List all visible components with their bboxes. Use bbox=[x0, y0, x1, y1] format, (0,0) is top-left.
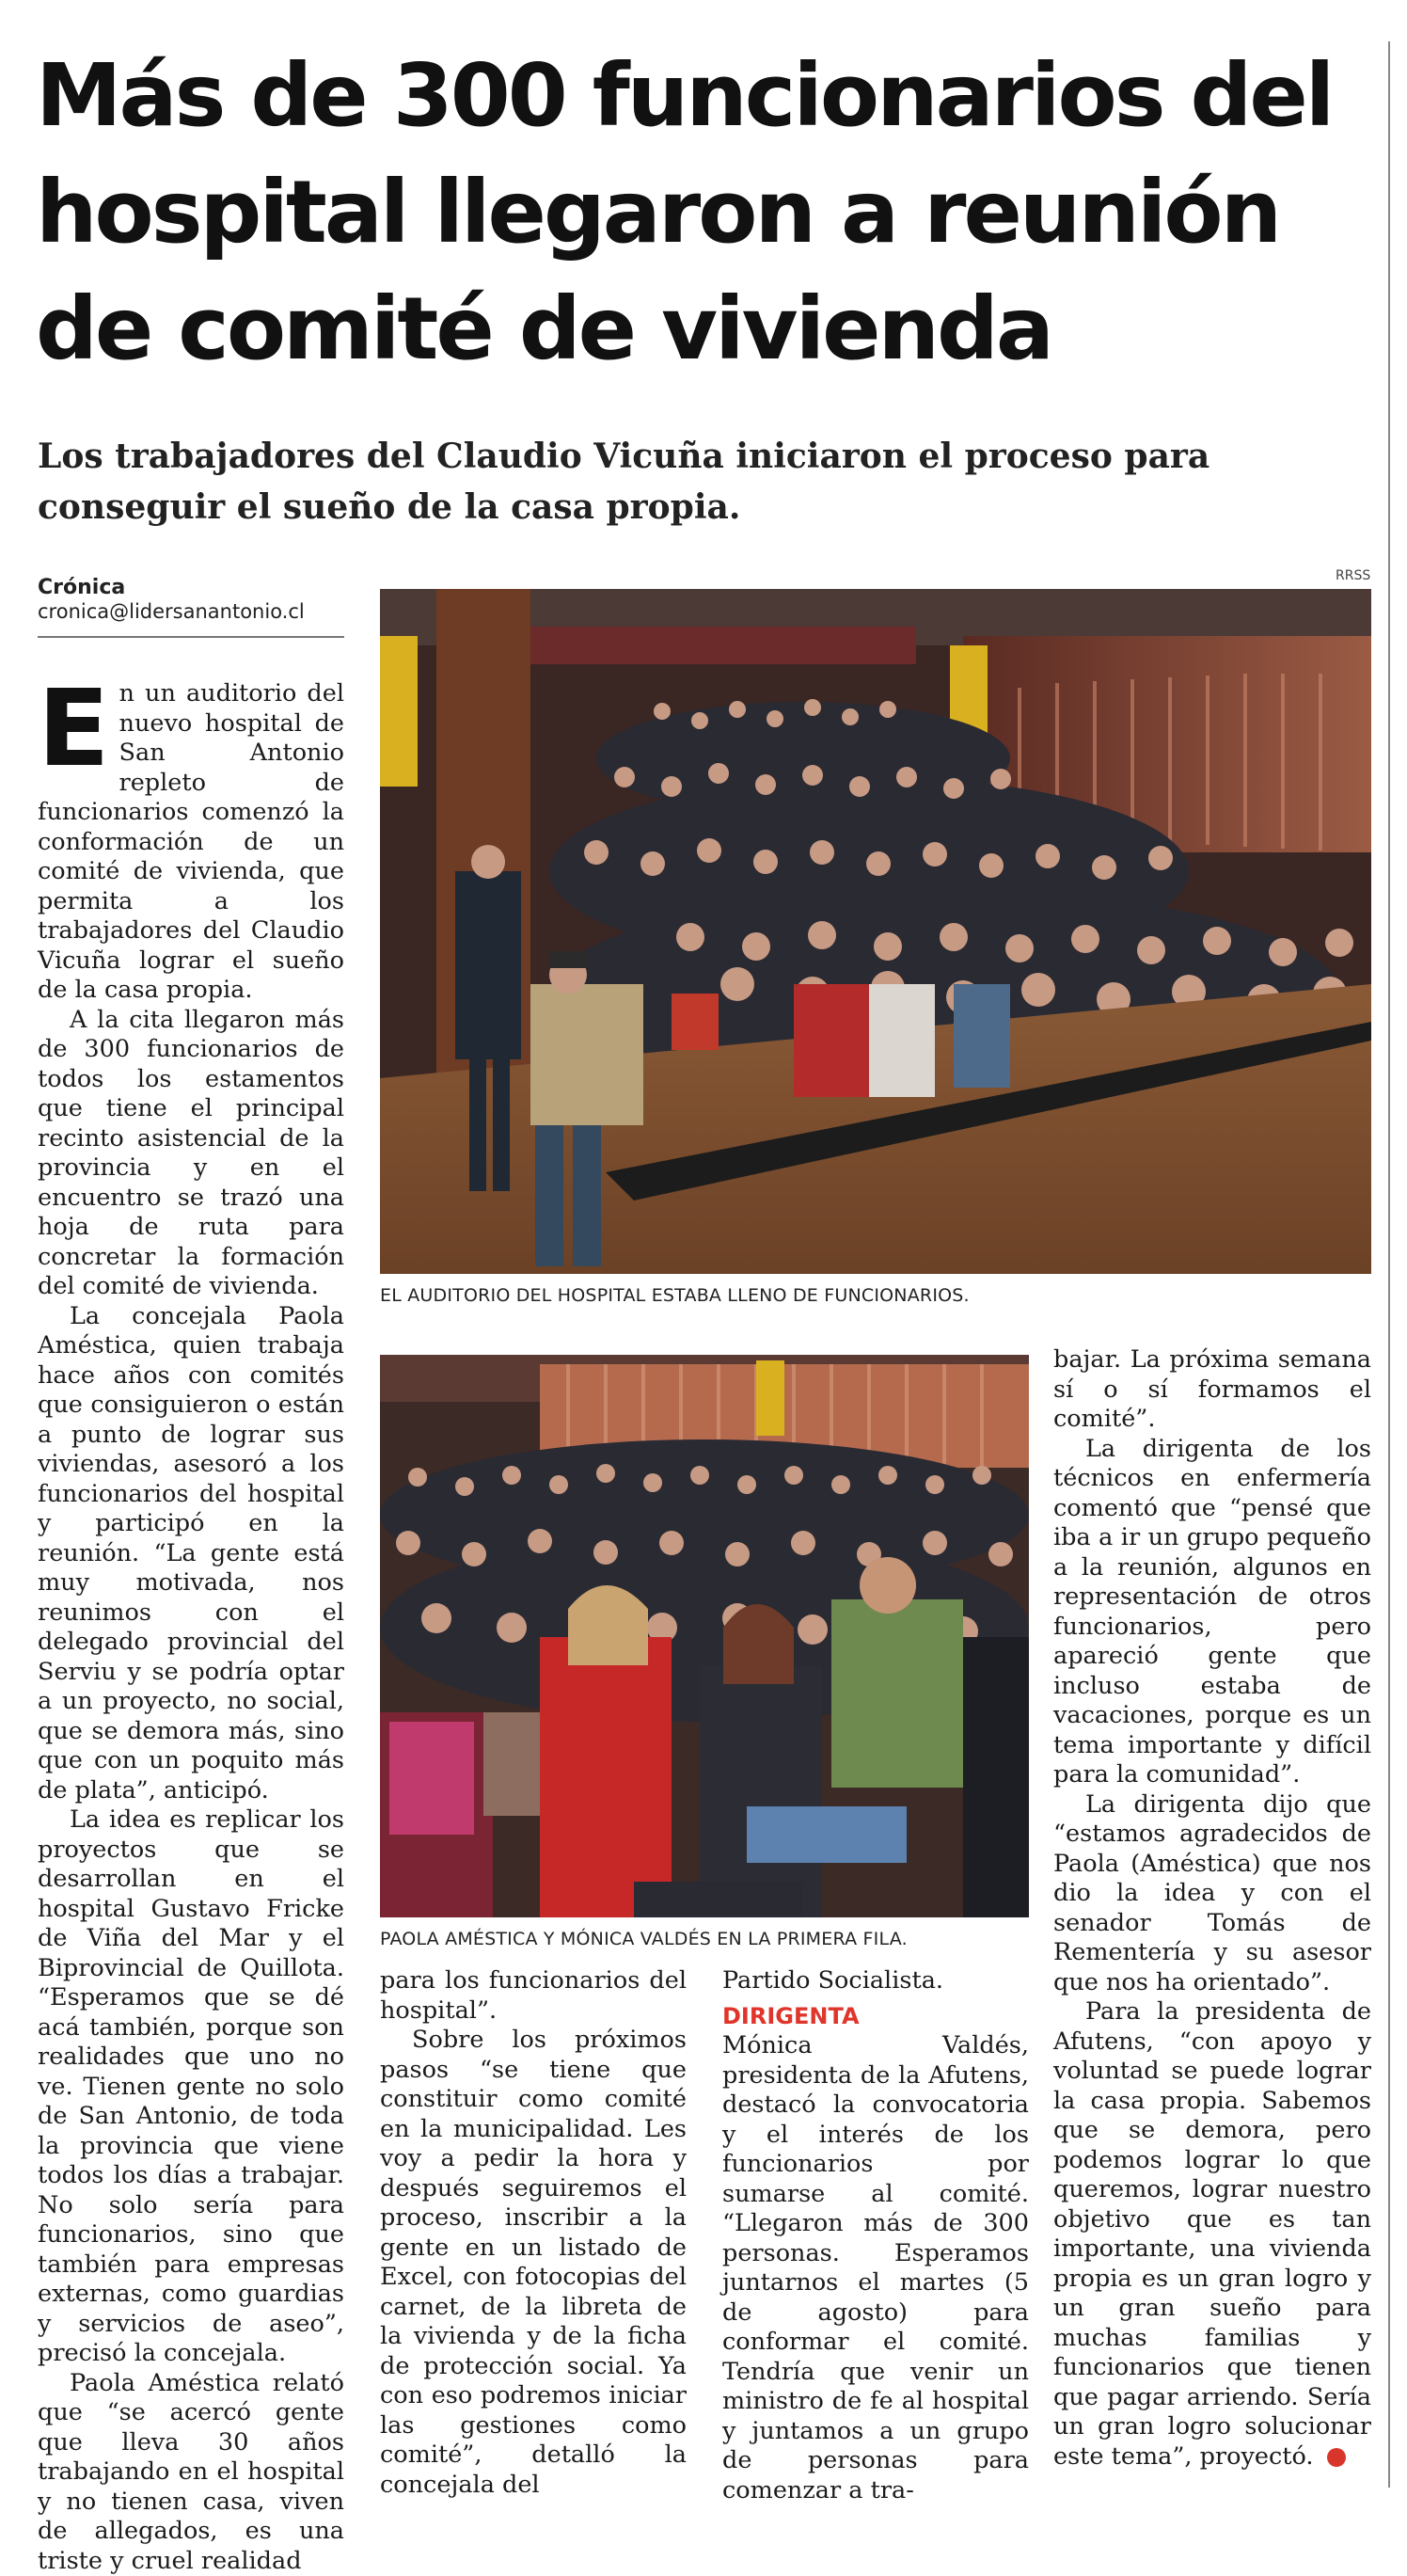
photo-front-row bbox=[380, 1355, 1029, 1917]
paragraph: La dirigenta dijo que “estamos agradecidos de Paola (Améstica) que nos dio la idea y con el senador Tomás de Rementería y su asesor que nos ha orientado”. bbox=[1053, 1790, 1371, 1998]
column-divider bbox=[1388, 41, 1390, 2488]
subheadline: Los trabajadores del Claudio Vicuña iniciaron el proceso para conseguir el sueño de la casa propia. bbox=[38, 431, 1373, 533]
column-1 bbox=[38, 679, 344, 2576]
paragraph: Mónica Valdés, presidenta de la Afutens, destacó la convocatoria y el interés de los funcionarios por sumarse al comité. “Llegaron más de 300 personas. Esperamos juntarnos el martes (5 de agosto) para conformar el comité. Tendría que venir un ministro de fe al hospital y juntamos a un grupo de personas para comenzar a tra- bbox=[722, 2031, 1029, 2505]
photo-auditorium bbox=[380, 589, 1371, 1274]
paragraph: Partido Socialista. bbox=[722, 1966, 1029, 1996]
caption-auditorium: EL AUDITORIO DEL HOSPITAL ESTABA LLENO DE FUNCIONARIOS. bbox=[380, 1285, 970, 1306]
paragraph: para los funcionarios del hospital”. bbox=[380, 1966, 687, 2026]
photo-credit: RRSS bbox=[1336, 568, 1370, 583]
paragraph: bajar. La próxima semana sí o sí formamos el comité”. bbox=[1053, 1345, 1371, 1435]
byline-divider bbox=[38, 636, 344, 638]
paragraph: La concejala Paola Améstica, quien trabaja hace años con comités que consiguieron o están a punto de lograr sus viviendas, asesoró a los funcionarios del hospital y participó en la reunión. “La gente está muy motivada, nos reunimos con el delegado provincial del Serviu y se podría optar a un proyecto, no social, que se demora más, sino que con un poquito más de plata”, anticipó. bbox=[38, 1302, 344, 1806]
drop-cap: E bbox=[38, 685, 110, 773]
paragraph: Paola Améstica relató que “se acercó gente que lleva 30 años trabajando en el hospital y no tienen casa, viven de allegados, es una triste y cruel realidad bbox=[38, 2369, 344, 2576]
caption-front-row: PAOLA AMÉSTICA Y MÓNICA VALDÉS EN LA PRIMERA FILA. bbox=[380, 1929, 908, 1949]
paragraph: En un auditorio del nuevo hospital de San Antonio repleto de funcionarios comenzó la conformación de un comité de vivienda, que permita a los trabajadores del Claudio Vicuña lograr el sueño de la casa propia. bbox=[38, 679, 344, 1006]
author-email: cronica@lidersanantonio.cl bbox=[38, 600, 305, 623]
paragraph: A la cita llegaron más de 300 funcionarios de todos los estamentos que tiene el principal recinto asistencial de la provincia y en el encuentro se trazó una hoja de ruta para concretar la formación del comité de vivienda. bbox=[38, 1006, 344, 1302]
column-2 bbox=[380, 1966, 687, 2500]
section-subhead: DIRIGENTA bbox=[722, 2002, 1029, 2032]
headline: Más de 300 funcionarios del hospital llegaron a reunión de comité de vivienda bbox=[36, 38, 1371, 388]
column-4 bbox=[1053, 1345, 1371, 2472]
end-of-article-icon: ✪ bbox=[1327, 2448, 1346, 2467]
paragraph: La dirigenta de los técnicos en enfermería comentó que “pensé que iba a ir un grupo pequeño a la reunión, algunos en representación de otros funcionarios, pero apareció gente que incluso estaba de vacaciones, porque es un tema importante y difícil para la comunidad”. bbox=[1053, 1435, 1371, 1790]
paragraph: La idea es replicar los proyectos que se desarrollan en el hospital Gustavo Fricke de Viña del Mar y el Biprovincial de Quillota. “Esperamos que se dé acá también, porque son realidades que uno no ve. Tienen gente no solo de San Antonio, de toda la provincia que viene todos los días a trabajar. No solo sería para funcionarios, sino que también para empresas externas, como guardias y servicios de aseo”, precisó la concejala. bbox=[38, 1805, 344, 2369]
column-3 bbox=[722, 1966, 1029, 2505]
paragraph: Para la presidenta de Afutens, “con apoyo y voluntad se puede lograr la casa propia. Sabemos que se demora, pero podemos lograr lo que queremos, lograr nuestro objetivo que es tan importante, una vivienda propia es un gran logro y un gran sueño para muchas familias y funcionarios que tienen que pagar arriendo. Sería un gran logro solucionar este tema”, proyectó. ✪ bbox=[1053, 1997, 1371, 2472]
paragraph: Sobre los próximos pasos “se tiene que constituir como comité en la municipalidad. Les voy a pedir la hora y después seguiremos el proceso, inscribir a la gente en un listado de Excel, con fotocopias del carnet, de la libreta de la vivienda y de la ficha de protección social. Ya con eso podremos iniciar las gestiones como comité”, detalló la concejala del bbox=[380, 2026, 687, 2500]
section-label: Crónica bbox=[38, 576, 125, 599]
